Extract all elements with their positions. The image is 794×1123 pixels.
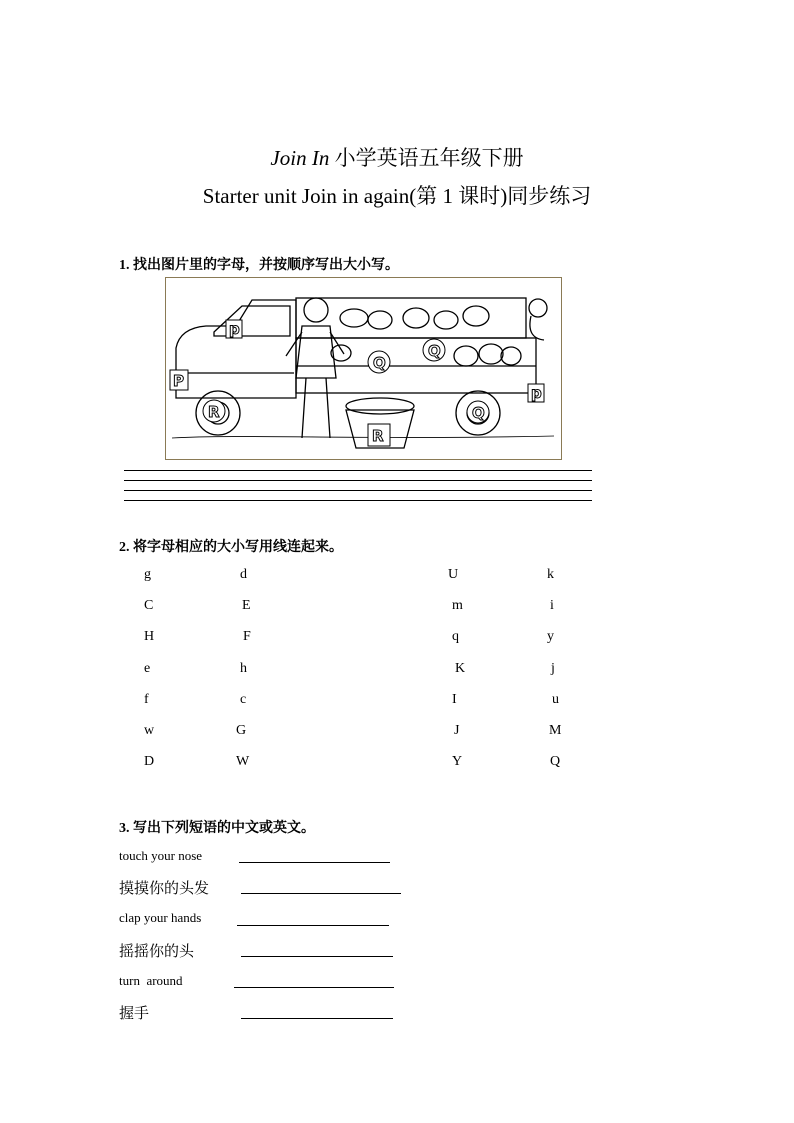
letter-item[interactable]: H — [144, 629, 155, 644]
answer-line[interactable] — [124, 500, 592, 501]
answer-line[interactable] — [124, 480, 592, 481]
page-subtitle: Starter unit Join in again(第 1 课时)同步练习 — [202, 184, 592, 208]
letter-item[interactable]: M — [549, 723, 562, 738]
phrase-answer-blank[interactable] — [237, 925, 389, 926]
page-title: Join In 小学英语五年级下册 — [270, 146, 524, 170]
picture-letter: R — [208, 403, 220, 421]
letter-item[interactable]: h — [240, 661, 247, 676]
letter-item[interactable]: m — [452, 598, 463, 613]
phrase-answer-blank[interactable] — [241, 1018, 393, 1019]
letter-item[interactable]: U — [448, 567, 459, 582]
picture-letter: Q — [428, 342, 441, 360]
question-1-heading: 1. 找出图片里的字母，并按顺序写出大小写。 — [119, 257, 399, 273]
phrase: 摇摇你的头 — [119, 942, 195, 960]
phrase: turn around — [119, 973, 183, 988]
letter-item[interactable]: Q — [550, 754, 561, 769]
letter-item[interactable]: e — [144, 661, 151, 676]
answer-line[interactable] — [124, 470, 592, 471]
letter-item[interactable]: D — [144, 754, 155, 769]
letter-item[interactable]: Y — [452, 754, 463, 769]
letter-item[interactable]: i — [550, 598, 554, 613]
phrase: 握手 — [119, 1004, 150, 1022]
letter-item[interactable]: C — [144, 598, 154, 613]
letter-item[interactable]: g — [144, 567, 151, 582]
question-2-heading: 2. 将字母相应的大小写用线连起来。 — [119, 539, 343, 555]
letter-item[interactable]: k — [547, 567, 554, 582]
letter-item[interactable]: K — [455, 661, 466, 676]
letter-item[interactable]: I — [452, 692, 457, 707]
picture-letter: p — [229, 320, 240, 338]
phrase-answer-blank[interactable] — [239, 862, 390, 863]
letter-item[interactable]: W — [236, 754, 250, 769]
letter-item[interactable]: j — [551, 661, 555, 676]
picture-letter: p — [531, 384, 542, 402]
letter-item[interactable]: w — [144, 723, 155, 738]
phrase-answer-blank[interactable] — [241, 893, 401, 894]
letter-item[interactable]: F — [243, 629, 251, 644]
letter-item[interactable]: u — [552, 692, 559, 707]
phrase: touch your nose — [119, 848, 203, 863]
phrase-answer-blank[interactable] — [234, 987, 394, 988]
letter-item[interactable]: J — [454, 723, 460, 738]
picture-letter: R — [372, 427, 384, 445]
phrase: 摸摸你的头发 — [119, 879, 210, 897]
phrase-answer-blank[interactable] — [241, 956, 393, 957]
picture-letter: P — [173, 372, 184, 390]
letter-item[interactable]: q — [452, 629, 459, 644]
phrase: clap your hands — [119, 910, 202, 925]
picture-letter: Q — [373, 354, 386, 372]
letter-item[interactable]: G — [236, 723, 247, 738]
question-3-heading: 3. 写出下列短语的中文或英文。 — [119, 820, 315, 836]
answer-line[interactable] — [124, 490, 592, 491]
letter-item[interactable]: y — [547, 629, 554, 644]
letter-item[interactable]: d — [240, 567, 247, 582]
truck-picture — [165, 277, 562, 460]
truck-illustration — [166, 278, 560, 458]
letter-item[interactable]: c — [240, 692, 247, 707]
picture-letter: Q — [472, 404, 485, 422]
letter-item[interactable]: E — [242, 598, 251, 613]
letter-item[interactable]: f — [144, 692, 149, 707]
